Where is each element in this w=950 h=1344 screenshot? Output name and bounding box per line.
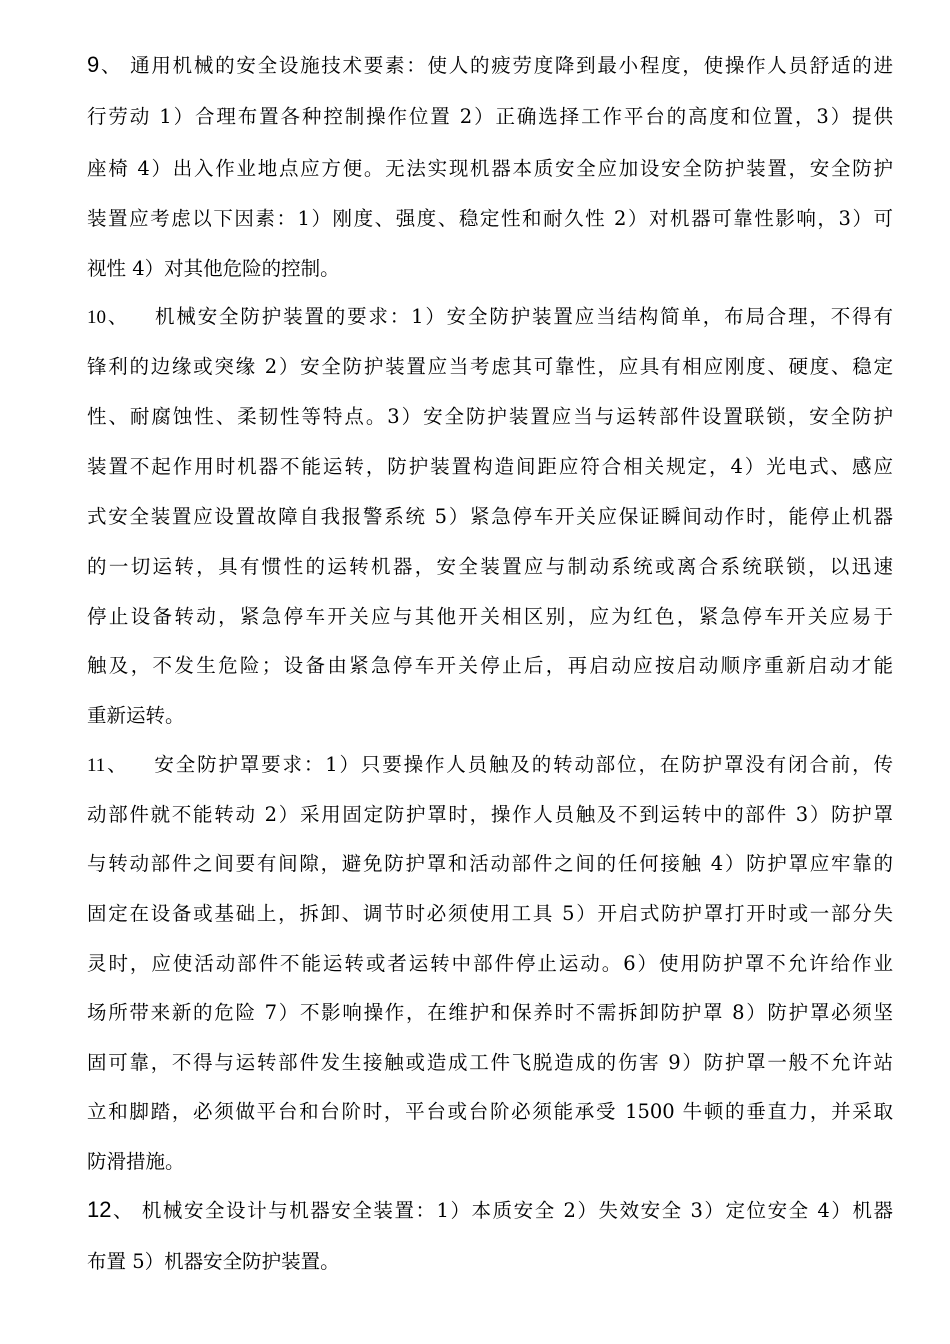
section-10-line-1 <box>87 302 893 332</box>
section-10-line-6: 的一切运转，具有惯性的运转机器，安全装置应与制动系统或离合系统联锁，以迅速 <box>87 555 893 578</box>
section-9-line-1 <box>87 50 893 80</box>
section-11-line-6: 场所带来新的危险 7）不影响操作，在维护和保养时不需拆卸防护罩 8）防护罩必须坚 <box>87 1001 893 1024</box>
section-10-line-7: 停止设备转动，紧急停车开关应与其他开关相区别，应为红色，紧急停车开关应易于 <box>87 605 893 628</box>
section-12-line-2: 布置 5）机器安全防护装置。 <box>87 1250 340 1273</box>
section-10-text-1: 机械安全防护装置的要求：1）安全防护装置应当结构简单，布局合理，不得有 <box>153 305 893 328</box>
section-11-line-4: 固定在设备或基础上，拆卸、调节时必须使用工具 5）开启式防护罩打开时或一部分失 <box>87 902 893 925</box>
section-11-line-5: 灵时，应使活动部件不能运转或者运转中部件停止运动。6）使用防护罩不允许给作业 <box>87 952 893 975</box>
section-9-line-2: 行劳动 1）合理布置各种控制操作位置 2）正确选择工作平台的高度和位置，3）提供 <box>87 105 893 128</box>
section-9-line-5: 视性 4）对其他危险的控制。 <box>87 257 340 280</box>
section-11-line-3: 与转动部件之间要有间隙，避免防护罩和活动部件之间的任何接触 4）防护罩应牢靠的 <box>87 852 893 875</box>
section-11-line-8: 立和脚踏，必须做平台和台阶时，平台或台阶必须能承受 1500 牛顿的垂直力，并采取 <box>87 1100 893 1123</box>
section-10-line-2: 锋利的边缘或突缘 2）安全防护装置应当考虑其可靠性，应具有相应刚度、硬度、稳定 <box>87 355 893 378</box>
section-10-number: 10 <box>87 307 106 328</box>
section-11-line-2: 动部件就不能转动 2）采用固定防护罩时，操作人员触及不到运转中的部件 3）防护罩 <box>87 803 893 826</box>
section-9-line-4: 装置应考虑以下因素：1）刚度、强度、稳定性和耐久性 2）对机器可靠性影响，3）可 <box>87 207 893 230</box>
section-10-line-5: 式安全装置应设置故障自我报警系统 5）紧急停车开关应保证瞬间动作时，能停止机器 <box>87 505 893 528</box>
section-12-line-1 <box>87 1195 893 1225</box>
section-11-number: 11 <box>87 755 106 776</box>
section-9-line-3: 座椅 4）出入作业地点应方便。无法实现机器本质安全应加设安全防护装置，安全防护 <box>87 157 893 180</box>
section-11-separator: 、 <box>105 753 129 776</box>
section-10-separator: 、 <box>106 305 130 328</box>
section-11-line-1 <box>87 750 893 780</box>
section-10-line-3: 性、耐腐蚀性、柔韧性等特点。3）安全防护装置应当与运转部件设置联锁，安全防护 <box>87 405 893 428</box>
section-10-line-9: 重新运转。 <box>87 704 185 727</box>
section-10-line-4: 装置不起作用时机器不能运转，防护装置构造间距应符合相关规定，4）光电式、感应 <box>87 455 893 478</box>
section-9-number: 9 <box>87 52 100 77</box>
section-12-text-1: 机械安全设计与机器安全装置：1）本质安全 2）失效安全 3）定位安全 4）机器 <box>141 1199 893 1222</box>
section-9-text-1: 通用机械的安全设施技术要素：使人的疲劳度降到最小程度，使操作人员舒适的进 <box>130 54 893 77</box>
section-10-line-8: 触及，不发生危险；设备由紧急停车开关停止后，再启动应按启动顺序重新启动才能 <box>87 654 893 677</box>
section-12-separator: 、 <box>111 1199 142 1222</box>
section-11-text-1: 安全防护罩要求：1）只要操作人员触及的转动部位，在防护罩没有闭合前，传 <box>152 753 893 776</box>
section-12-number: 12 <box>87 1197 112 1222</box>
section-9-separator: 、 <box>99 54 131 77</box>
section-11-line-9: 防滑措施。 <box>87 1150 185 1173</box>
section-11-line-7: 固可靠，不得与运转部件发生接触或造成工件飞脱造成的伤害 9）防护罩一般不允许站 <box>87 1051 893 1074</box>
